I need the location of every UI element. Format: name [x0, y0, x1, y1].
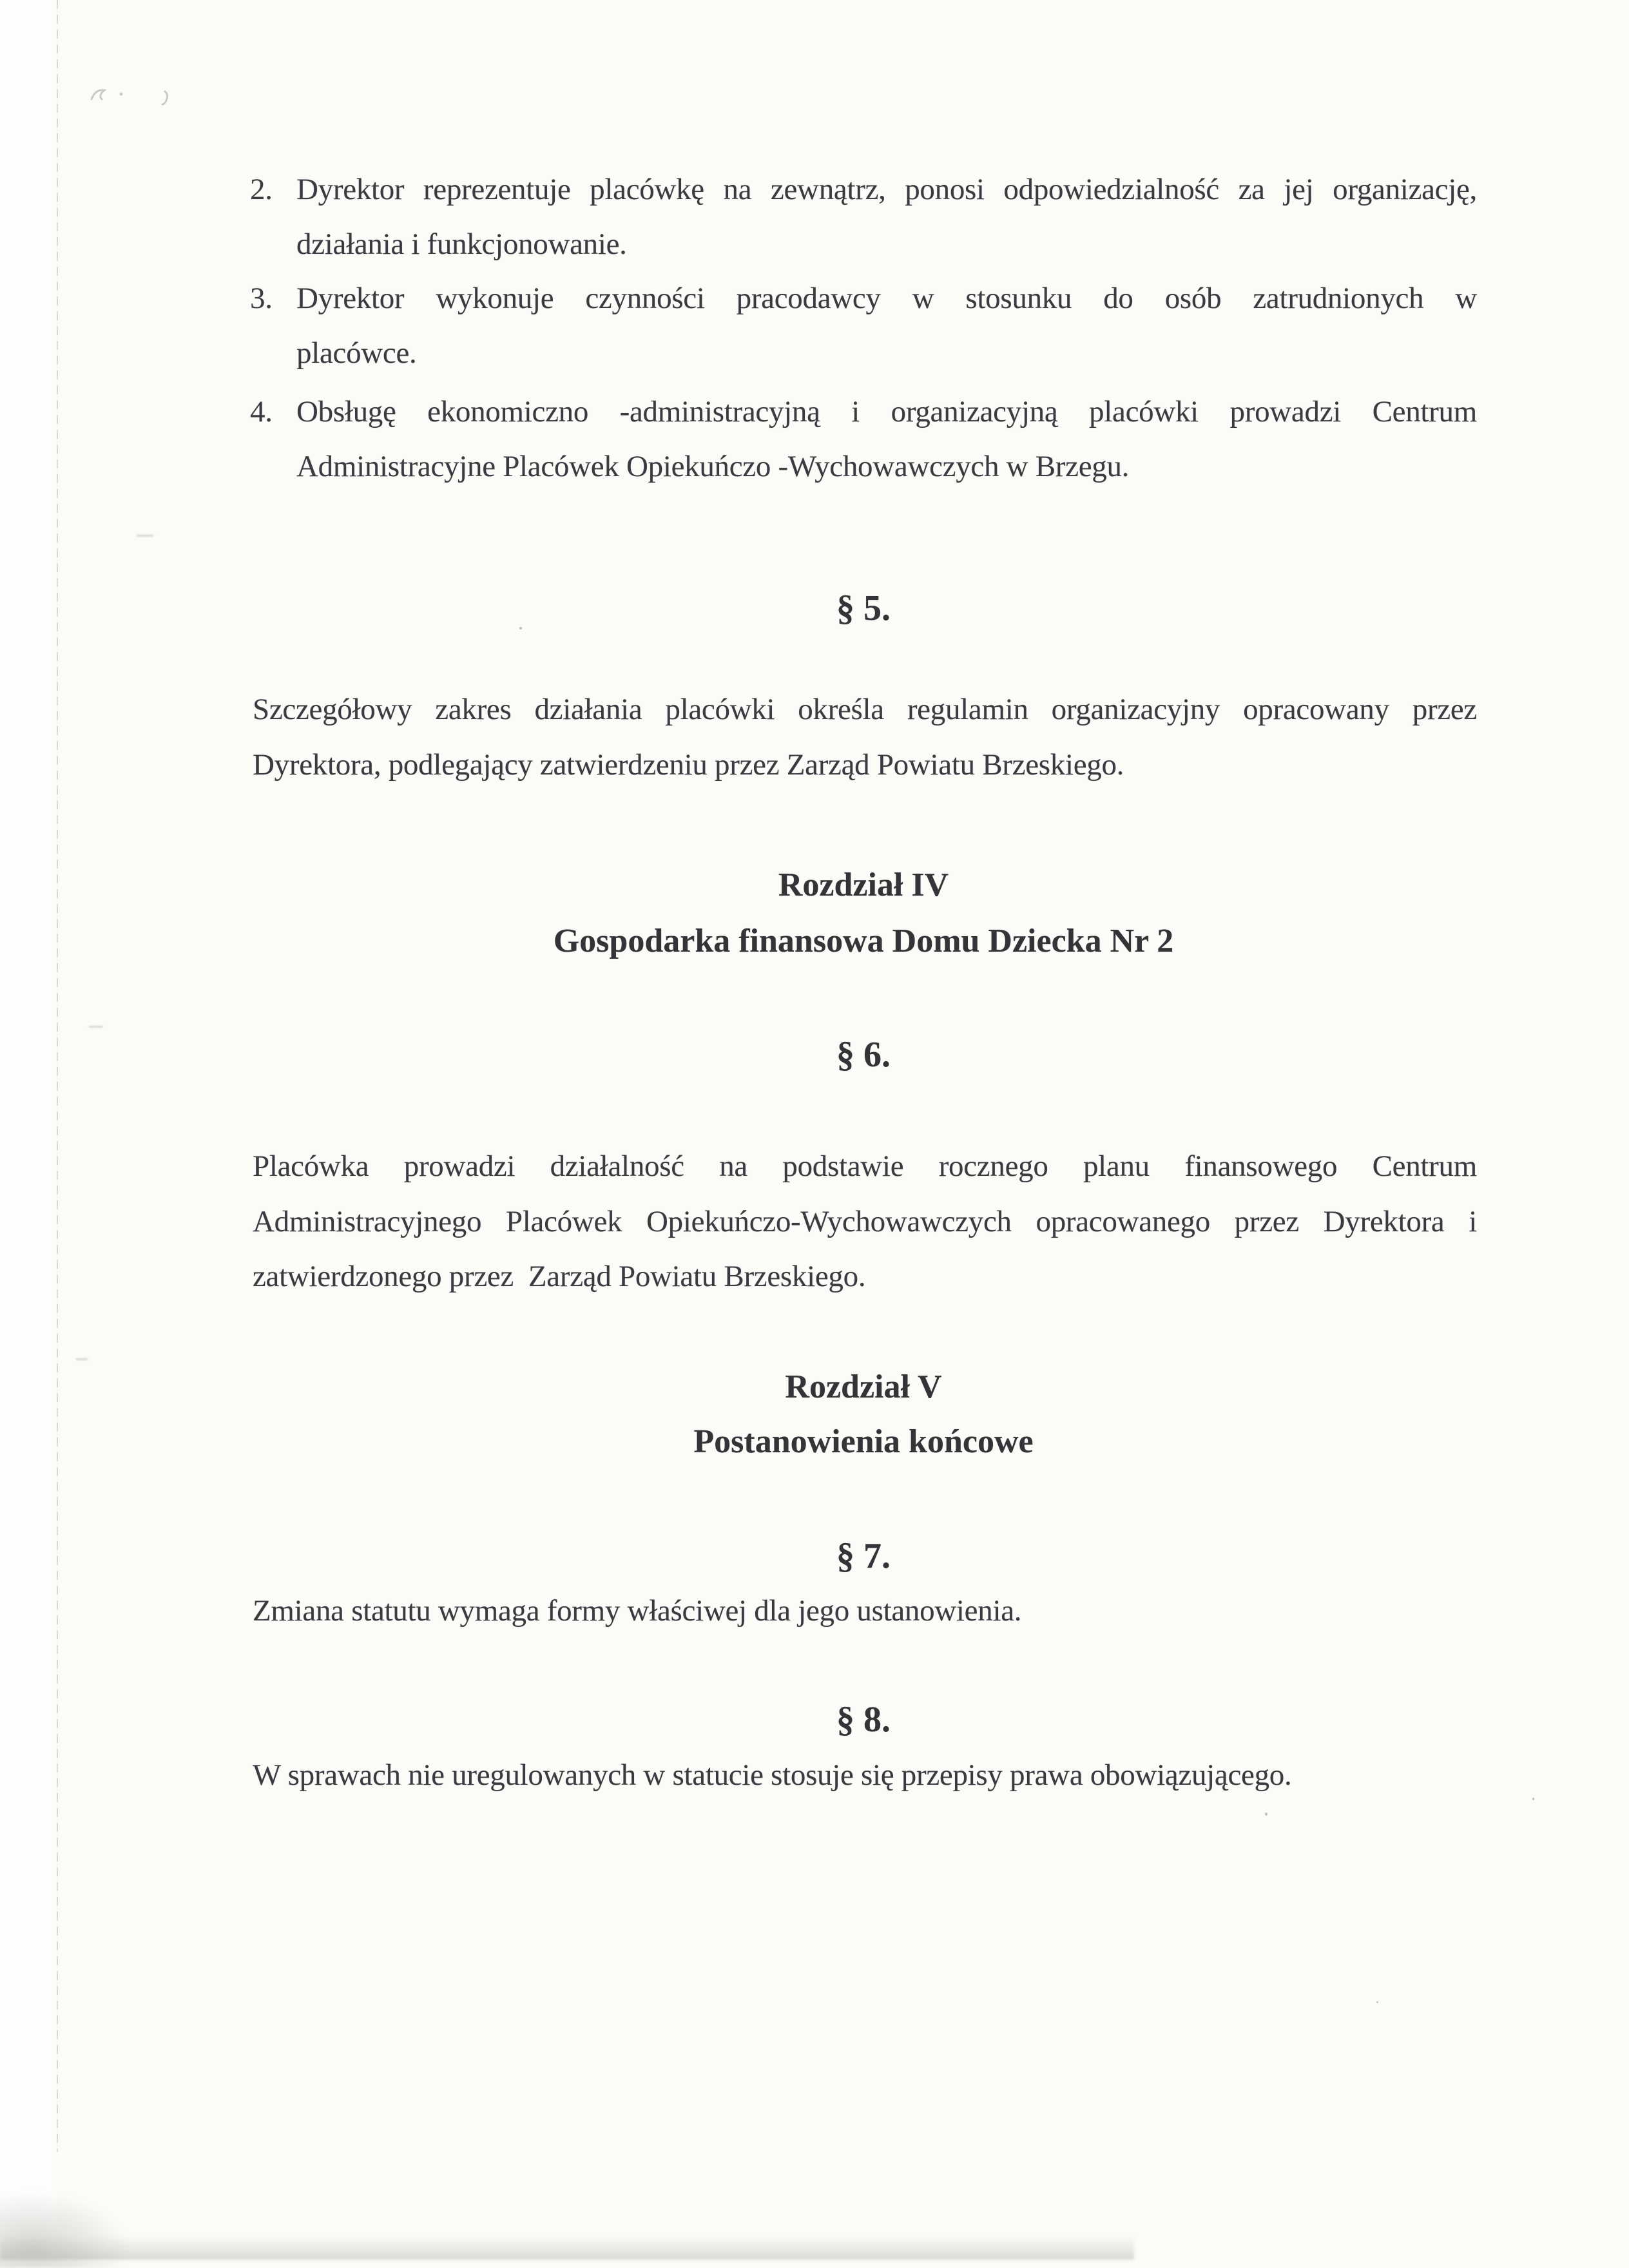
list-item-2-line-2: działania i funkcjonowanie. — [296, 227, 627, 261]
section-6-line-1: Placówka prowadzi działalność na podstawie rocznego planu finansowego Centrum — [253, 1149, 1477, 1183]
list-item-3-number: 3. — [250, 282, 273, 315]
section-8-heading: § 8. — [836, 1700, 891, 1740]
pencil-mark — [82, 76, 186, 108]
scan-artifact-vertical-line — [57, 0, 58, 2152]
list-item-2-line-1: Dyrektor reprezentuje placówkę na zewnątrz, ponosi odpowiedzialność za jej organizację, — [296, 173, 1477, 206]
chapter-4-title: Rozdział IV — [778, 867, 949, 903]
section-8-line-1: W sprawach nie uregulowanych w statucie stosuje się przepisy prawa obowiązującego. — [253, 1758, 1292, 1792]
section-6-line-2: Administracyjnego Placówek Opiekuńczo-Wychowawczych opracowanego przez Dyrektora i — [253, 1205, 1477, 1238]
list-item-4-number: 4. — [250, 395, 273, 428]
section-6-line-3: zatwierdzonego przez Zarząd Powiatu Brzeskiego. — [253, 1260, 866, 1293]
chapter-5-subtitle: Postanowienia końcowe — [693, 1423, 1034, 1460]
list-item-4-line-2: Administracyjne Placówek Opiekuńczo -Wychowawczych w Brzegu. — [296, 450, 1130, 483]
list-item-2-number: 2. — [250, 173, 273, 206]
scan-speck — [1532, 1798, 1534, 1800]
list-item-3-line-2: placówce. — [296, 336, 417, 370]
section-5-heading: § 5. — [836, 588, 891, 628]
scan-speck — [1265, 1812, 1268, 1816]
scan-artifact-bottom-smudge — [0, 2228, 1134, 2260]
section-5-line-2: Dyrektora, podlegający zatwierdzeniu przez Zarząd Powiatu Brzeskiego. — [253, 748, 1124, 782]
chapter-4-subtitle: Gospodarka finansowa Domu Dziecka Nr 2 — [553, 923, 1174, 959]
list-item-4-line-1: Obsługę ekonomiczno -administracyjną i organizacyjną placówki prowadzi Centrum — [296, 395, 1477, 428]
scan-dash — [137, 535, 153, 537]
section-6-heading: § 6. — [836, 1035, 891, 1075]
scan-dash — [76, 1358, 88, 1360]
scan-artifact-corner-blob — [0, 2191, 129, 2268]
section-5-line-1: Szczegółowy zakres działania placówki określa regulamin organizacyjny opracowany przez — [253, 693, 1477, 726]
chapter-5-title: Rozdział V — [785, 1369, 942, 1405]
scan-speck — [1376, 2001, 1378, 2003]
section-7-line-1: Zmiana statutu wymaga formy właściwej dla jego ustanowienia. — [253, 1594, 1022, 1628]
list-item-3-line-1: Dyrektor wykonuje czynności pracodawcy w stosunku do osób zatrudnionych w — [296, 282, 1477, 315]
section-7-heading: § 7. — [836, 1536, 891, 1576]
scan-dash — [89, 1026, 103, 1028]
